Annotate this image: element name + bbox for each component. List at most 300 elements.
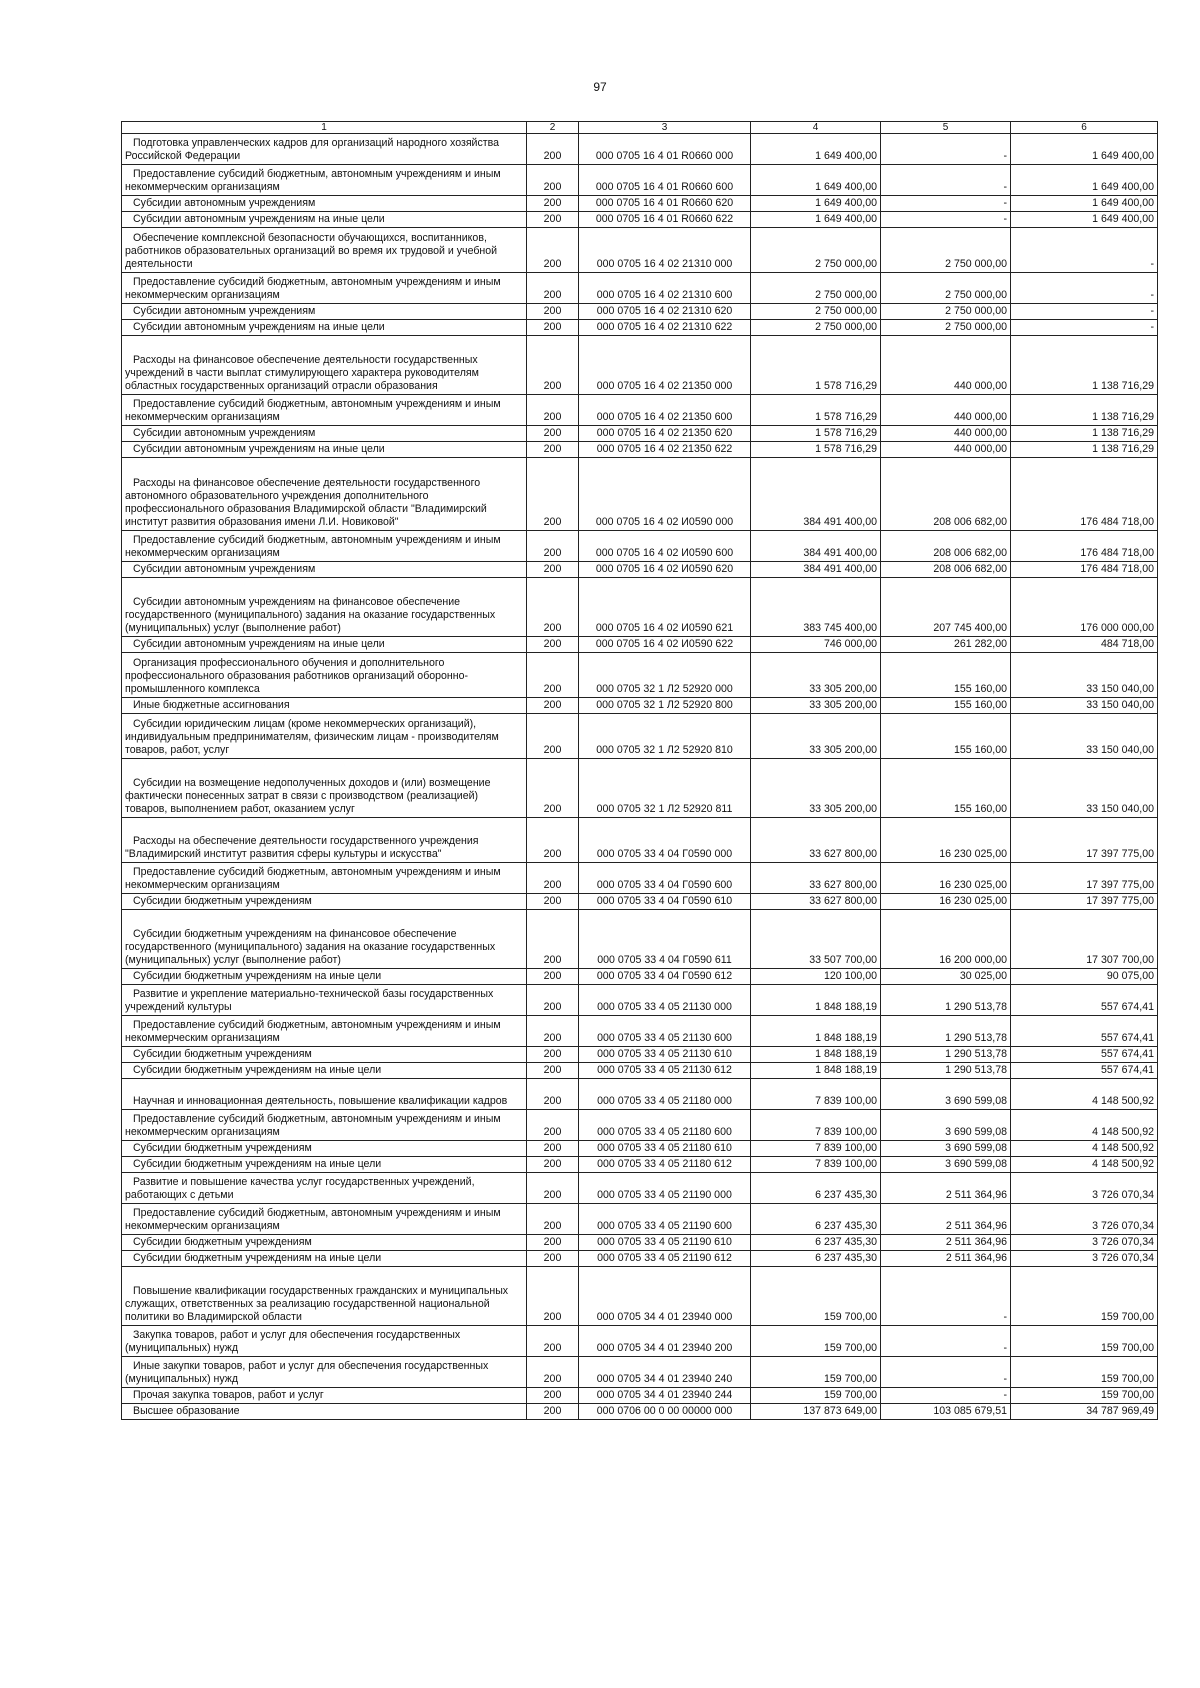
table-row (122, 458, 1158, 531)
table-row (122, 910, 1158, 969)
row-name (122, 818, 527, 863)
admin-code: 200 (527, 894, 579, 910)
amount-executed: 2 750 000,00 (881, 228, 1011, 273)
amount-approved: 159 700,00 (751, 1326, 881, 1357)
amount-remaining: 1 649 400,00 (1011, 134, 1158, 165)
admin-code: 200 (527, 442, 579, 458)
row-name (122, 653, 527, 698)
budget-code: 000 0705 33 4 04 Г0590 000 (579, 818, 751, 863)
amount-approved: 33 627 800,00 (751, 818, 881, 863)
admin-code: 200 (527, 969, 579, 985)
amount-approved: 159 700,00 (751, 1267, 881, 1326)
row-name (122, 1173, 527, 1204)
admin-code: 200 (527, 426, 579, 442)
admin-code: 200 (527, 134, 579, 165)
row-name-text: Субсидии автономным учреждениям на иные цели (133, 638, 385, 650)
budget-code: 000 0705 16 4 02 И0590 622 (579, 637, 751, 653)
row-name-text: Предоставление субсидий бюджетным, автономным учреждениям и иным некоммерческим организациям (125, 866, 501, 891)
budget-code: 000 0705 33 4 05 21180 612 (579, 1157, 751, 1173)
table-row (122, 320, 1158, 336)
row-name (122, 863, 527, 894)
row-name-text: Обеспечение комплексной безопасности обучающихся, воспитанников, работников образовательных организаций во время их трудовой и учебной деятельности (125, 232, 498, 270)
amount-approved: 33 507 700,00 (751, 910, 881, 969)
admin-code: 200 (527, 653, 579, 698)
table-row (122, 1235, 1158, 1251)
table-row (122, 562, 1158, 578)
amount-executed: 1 290 513,78 (881, 985, 1011, 1016)
amount-remaining: - (1011, 304, 1158, 320)
row-name (122, 985, 527, 1016)
row-name-text: Субсидии бюджетным учреждениям на иные цели (133, 1158, 382, 1170)
amount-approved: 1 578 716,29 (751, 442, 881, 458)
amount-approved: 137 873 649,00 (751, 1404, 881, 1420)
amount-executed: 103 085 679,51 (881, 1404, 1011, 1420)
amount-remaining: - (1011, 228, 1158, 273)
budget-code: 000 0705 16 4 02 21350 622 (579, 442, 751, 458)
amount-executed: 155 160,00 (881, 714, 1011, 759)
amount-executed: 2 750 000,00 (881, 304, 1011, 320)
table-row (122, 442, 1158, 458)
row-name (122, 458, 527, 531)
amount-approved: 1 578 716,29 (751, 395, 881, 426)
amount-remaining: 33 150 040,00 (1011, 698, 1158, 714)
amount-approved: 33 627 800,00 (751, 894, 881, 910)
admin-code: 200 (527, 985, 579, 1016)
row-name-text: Субсидии автономным учреждениям (133, 427, 316, 439)
row-name-text: Иные закупки товаров, работ и услуг для обеспечения государственных (муниципальных) нужд (125, 1360, 489, 1385)
budget-code: 000 0705 34 4 01 23940 000 (579, 1267, 751, 1326)
amount-approved: 159 700,00 (751, 1388, 881, 1404)
amount-approved: 1 578 716,29 (751, 426, 881, 442)
amount-approved: 7 839 100,00 (751, 1110, 881, 1141)
budget-code: 000 0705 16 4 02 И0590 621 (579, 578, 751, 637)
column-header: 6 (1011, 122, 1158, 134)
row-name-text: Предоставление субсидий бюджетным, автономным учреждениям и иным некоммерческим организациям (125, 398, 501, 423)
amount-approved: 2 750 000,00 (751, 304, 881, 320)
admin-code: 200 (527, 714, 579, 759)
row-name (122, 1235, 527, 1251)
amount-remaining: 1 138 716,29 (1011, 395, 1158, 426)
row-name (122, 910, 527, 969)
admin-code: 200 (527, 1079, 579, 1110)
admin-code: 200 (527, 1110, 579, 1141)
budget-code: 000 0705 16 4 02 И0590 620 (579, 562, 751, 578)
admin-code: 200 (527, 1357, 579, 1388)
table-row (122, 1267, 1158, 1326)
budget-code: 000 0705 16 4 02 21350 000 (579, 336, 751, 395)
amount-remaining: 4 148 500,92 (1011, 1157, 1158, 1173)
row-name (122, 1251, 527, 1267)
budget-code: 000 0705 33 4 05 21180 600 (579, 1110, 751, 1141)
budget-code: 000 0705 33 4 05 21130 600 (579, 1016, 751, 1047)
row-name (122, 1157, 527, 1173)
row-name (122, 894, 527, 910)
table-row (122, 228, 1158, 273)
amount-executed: 440 000,00 (881, 426, 1011, 442)
amount-approved: 7 839 100,00 (751, 1079, 881, 1110)
amount-remaining: - (1011, 273, 1158, 304)
table-row (122, 395, 1158, 426)
table-row (122, 1079, 1158, 1110)
admin-code: 200 (527, 273, 579, 304)
row-name-text: Субсидии автономным учреждениям на иные цели (133, 443, 385, 455)
admin-code: 200 (527, 863, 579, 894)
amount-approved: 1 848 188,19 (751, 1016, 881, 1047)
amount-executed: - (881, 1326, 1011, 1357)
budget-code: 000 0705 33 4 04 Г0590 611 (579, 910, 751, 969)
row-name (122, 1204, 527, 1235)
amount-remaining: 176 484 718,00 (1011, 531, 1158, 562)
table-row (122, 1157, 1158, 1173)
admin-code: 200 (527, 562, 579, 578)
admin-code: 200 (527, 212, 579, 228)
amount-approved: 6 237 435,30 (751, 1204, 881, 1235)
admin-code: 200 (527, 1141, 579, 1157)
amount-executed: - (881, 1267, 1011, 1326)
budget-code: 000 0705 32 1 Л2 52920 000 (579, 653, 751, 698)
amount-approved: 384 491 400,00 (751, 531, 881, 562)
amount-approved: 2 750 000,00 (751, 228, 881, 273)
row-name (122, 273, 527, 304)
row-name (122, 1404, 527, 1420)
amount-remaining: 3 726 070,34 (1011, 1251, 1158, 1267)
admin-code: 200 (527, 1251, 579, 1267)
amount-approved: 33 305 200,00 (751, 653, 881, 698)
amount-approved: 384 491 400,00 (751, 458, 881, 531)
admin-code: 200 (527, 304, 579, 320)
amount-remaining: 33 150 040,00 (1011, 714, 1158, 759)
amount-executed: 1 290 513,78 (881, 1063, 1011, 1079)
admin-code: 200 (527, 1173, 579, 1204)
row-name-text: Субсидии бюджетным учреждениям на иные цели (133, 970, 382, 982)
admin-code: 200 (527, 1267, 579, 1326)
row-name-text: Предоставление субсидий бюджетным, автономным учреждениям и иным некоммерческим организациям (125, 1019, 501, 1044)
amount-approved: 159 700,00 (751, 1357, 881, 1388)
row-name (122, 1079, 527, 1110)
row-name (122, 578, 527, 637)
amount-approved: 1 649 400,00 (751, 212, 881, 228)
row-name-text: Расходы на обеспечение деятельности государственного учреждения "Владимирский институт развития сферы культуры и искусства" (125, 835, 479, 860)
admin-code: 200 (527, 1063, 579, 1079)
admin-code: 200 (527, 1204, 579, 1235)
admin-code: 200 (527, 637, 579, 653)
amount-remaining: 17 397 775,00 (1011, 863, 1158, 894)
table-row (122, 1063, 1158, 1079)
amount-approved: 1 578 716,29 (751, 336, 881, 395)
amount-remaining: 1 649 400,00 (1011, 212, 1158, 228)
row-name (122, 196, 527, 212)
column-header: 1 (122, 122, 527, 134)
row-name (122, 304, 527, 320)
budget-code: 000 0705 16 4 02 21350 600 (579, 395, 751, 426)
admin-code: 200 (527, 196, 579, 212)
admin-code: 200 (527, 1157, 579, 1173)
budget-code: 000 0705 16 4 02 21350 620 (579, 426, 751, 442)
amount-executed: 2 511 364,96 (881, 1235, 1011, 1251)
admin-code: 200 (527, 818, 579, 863)
budget-code: 000 0705 33 4 05 21180 610 (579, 1141, 751, 1157)
amount-remaining: 3 726 070,34 (1011, 1173, 1158, 1204)
row-name (122, 637, 527, 653)
row-name-text: Предоставление субсидий бюджетным, автономным учреждениям и иным некоммерческим организациям (125, 168, 501, 193)
amount-executed: 2 750 000,00 (881, 273, 1011, 304)
admin-code: 200 (527, 395, 579, 426)
column-header: 2 (527, 122, 579, 134)
budget-code: 000 0705 16 4 01 R0660 622 (579, 212, 751, 228)
amount-remaining: 17 307 700,00 (1011, 910, 1158, 969)
amount-approved: 2 750 000,00 (751, 320, 881, 336)
amount-remaining: 176 000 000,00 (1011, 578, 1158, 637)
budget-code: 000 0705 33 4 05 21190 612 (579, 1251, 751, 1267)
budget-code: 000 0705 33 4 04 Г0590 610 (579, 894, 751, 910)
budget-code: 000 0705 32 1 Л2 52920 810 (579, 714, 751, 759)
amount-executed: 208 006 682,00 (881, 531, 1011, 562)
admin-code: 200 (527, 759, 579, 818)
table-row (122, 1173, 1158, 1204)
column-header: 4 (751, 122, 881, 134)
amount-executed: 440 000,00 (881, 395, 1011, 426)
table-row (122, 894, 1158, 910)
row-name-text: Предоставление субсидий бюджетным, автономным учреждениям и иным некоммерческим организациям (125, 1207, 501, 1232)
row-name (122, 714, 527, 759)
amount-approved: 384 491 400,00 (751, 562, 881, 578)
row-name-text: Прочая закупка товаров, работ и услуг (133, 1389, 324, 1401)
row-name-text: Субсидии автономным учреждениям (133, 305, 316, 317)
row-name (122, 228, 527, 273)
table-row (122, 1141, 1158, 1157)
column-header: 3 (579, 122, 751, 134)
amount-remaining: 33 150 040,00 (1011, 653, 1158, 698)
amount-remaining: 557 674,41 (1011, 1063, 1158, 1079)
row-name (122, 134, 527, 165)
row-name (122, 1267, 527, 1326)
amount-remaining: 557 674,41 (1011, 1016, 1158, 1047)
table-row (122, 1251, 1158, 1267)
row-name-text: Субсидии бюджетным учреждениям (133, 1142, 312, 1154)
amount-remaining: 1 138 716,29 (1011, 426, 1158, 442)
amount-remaining: 159 700,00 (1011, 1388, 1158, 1404)
budget-code: 000 0705 16 4 02 21310 000 (579, 228, 751, 273)
row-name (122, 1110, 527, 1141)
table-row (122, 1357, 1158, 1388)
row-name (122, 320, 527, 336)
row-name-text: Подготовка управленческих кадров для организаций народного хозяйства Российской Федерации (125, 137, 500, 162)
table-row (122, 1388, 1158, 1404)
amount-executed: 3 690 599,08 (881, 1079, 1011, 1110)
budget-code: 000 0706 00 0 00 00000 000 (579, 1404, 751, 1420)
page-number: 97 (593, 80, 607, 94)
amount-approved: 120 100,00 (751, 969, 881, 985)
amount-approved: 746 000,00 (751, 637, 881, 653)
row-name (122, 212, 527, 228)
amount-executed: 16 230 025,00 (881, 818, 1011, 863)
amount-executed: 261 282,00 (881, 637, 1011, 653)
table-row (122, 1047, 1158, 1063)
row-name (122, 426, 527, 442)
budget-code: 000 0705 16 4 01 R0660 000 (579, 134, 751, 165)
row-name-text: Высшее образование (133, 1405, 240, 1417)
row-name-text: Субсидии автономным учреждениям на иные цели (133, 213, 385, 225)
amount-approved: 1 649 400,00 (751, 196, 881, 212)
row-name-text: Научная и инновационная деятельность, повышение квалификации кадров (133, 1095, 508, 1107)
row-name (122, 165, 527, 196)
amount-executed: 1 290 513,78 (881, 1047, 1011, 1063)
amount-approved: 1 848 188,19 (751, 985, 881, 1016)
row-name (122, 442, 527, 458)
budget-code: 000 0705 16 4 02 21310 600 (579, 273, 751, 304)
budget-table (121, 121, 1158, 1420)
amount-executed: - (881, 165, 1011, 196)
table-row (122, 336, 1158, 395)
row-name-text: Субсидии бюджетным учреждениям (133, 895, 312, 907)
admin-code: 200 (527, 578, 579, 637)
table-row (122, 578, 1158, 637)
amount-executed: 2 511 364,96 (881, 1204, 1011, 1235)
amount-remaining: 484 718,00 (1011, 637, 1158, 653)
table-row (122, 1204, 1158, 1235)
amount-approved: 1 649 400,00 (751, 165, 881, 196)
budget-code: 000 0705 33 4 05 21130 000 (579, 985, 751, 1016)
table-row (122, 134, 1158, 165)
table-row (122, 637, 1158, 653)
admin-code: 200 (527, 698, 579, 714)
budget-code: 000 0705 34 4 01 23940 240 (579, 1357, 751, 1388)
amount-executed: 30 025,00 (881, 969, 1011, 985)
amount-remaining: 1 649 400,00 (1011, 165, 1158, 196)
admin-code: 200 (527, 1404, 579, 1420)
row-name (122, 1326, 527, 1357)
table-row (122, 426, 1158, 442)
admin-code: 200 (527, 1388, 579, 1404)
admin-code: 200 (527, 1326, 579, 1357)
amount-executed: 155 160,00 (881, 653, 1011, 698)
amount-executed: 2 750 000,00 (881, 320, 1011, 336)
amount-executed: 3 690 599,08 (881, 1110, 1011, 1141)
amount-approved: 33 305 200,00 (751, 759, 881, 818)
row-name-text: Субсидии бюджетным учреждениям на иные цели (133, 1252, 382, 1264)
row-name (122, 562, 527, 578)
amount-approved: 6 237 435,30 (751, 1173, 881, 1204)
amount-remaining: 1 138 716,29 (1011, 336, 1158, 395)
budget-code: 000 0705 33 4 05 21130 612 (579, 1063, 751, 1079)
row-name (122, 1357, 527, 1388)
amount-executed: 208 006 682,00 (881, 562, 1011, 578)
budget-code: 000 0705 32 1 Л2 52920 811 (579, 759, 751, 818)
row-name (122, 698, 527, 714)
admin-code: 200 (527, 320, 579, 336)
column-header: 5 (881, 122, 1011, 134)
amount-approved: 2 750 000,00 (751, 273, 881, 304)
row-name-text: Субсидии автономным учреждениям на иные цели (133, 321, 385, 333)
table-row (122, 698, 1158, 714)
amount-remaining: 17 397 775,00 (1011, 818, 1158, 863)
amount-approved: 7 839 100,00 (751, 1157, 881, 1173)
row-name-text: Субсидии автономным учреждениям на финансовое обеспечение государственного (муниципального) задания на оказание государственных (муниципальных) услуг (выполнение работ) (125, 596, 496, 634)
table-row (122, 165, 1158, 196)
row-name (122, 395, 527, 426)
amount-remaining: 159 700,00 (1011, 1357, 1158, 1388)
amount-executed: 2 511 364,96 (881, 1173, 1011, 1204)
amount-executed: 3 690 599,08 (881, 1141, 1011, 1157)
row-name-text: Субсидии автономным учреждениям (133, 197, 316, 209)
table-row (122, 1404, 1158, 1420)
row-name (122, 969, 527, 985)
amount-remaining: 557 674,41 (1011, 1047, 1158, 1063)
row-name (122, 1047, 527, 1063)
amount-executed: 16 230 025,00 (881, 894, 1011, 910)
budget-code: 000 0705 33 4 05 21190 610 (579, 1235, 751, 1251)
amount-remaining: 3 726 070,34 (1011, 1204, 1158, 1235)
budget-code: 000 0705 33 4 05 21190 600 (579, 1204, 751, 1235)
amount-executed: 440 000,00 (881, 336, 1011, 395)
amount-remaining: 3 726 070,34 (1011, 1235, 1158, 1251)
admin-code: 200 (527, 228, 579, 273)
column-number-row (122, 122, 1158, 134)
row-name-text: Развитие и повышение качества услуг государственных учреждений, работающих с детьми (125, 1176, 475, 1201)
amount-approved: 6 237 435,30 (751, 1251, 881, 1267)
budget-code: 000 0705 33 4 05 21130 610 (579, 1047, 751, 1063)
amount-remaining: 4 148 500,92 (1011, 1141, 1158, 1157)
table-row (122, 1110, 1158, 1141)
row-name-text: Субсидии бюджетным учреждениям на финансовое обеспечение государственного (муниципального) задания на оказание государственных (муниципальных) услуг (выполнение работ) (125, 928, 496, 966)
amount-remaining: 176 484 718,00 (1011, 562, 1158, 578)
table-row (122, 818, 1158, 863)
row-name (122, 1016, 527, 1047)
budget-code: 000 0705 32 1 Л2 52920 800 (579, 698, 751, 714)
budget-code: 000 0705 33 4 05 21190 000 (579, 1173, 751, 1204)
amount-executed: 16 230 025,00 (881, 863, 1011, 894)
amount-remaining: 4 148 500,92 (1011, 1110, 1158, 1141)
amount-remaining: 1 649 400,00 (1011, 196, 1158, 212)
table-row (122, 863, 1158, 894)
amount-executed: 2 511 364,96 (881, 1251, 1011, 1267)
amount-remaining: 176 484 718,00 (1011, 458, 1158, 531)
row-name (122, 1063, 527, 1079)
table-row (122, 969, 1158, 985)
budget-code: 000 0705 33 4 04 Г0590 600 (579, 863, 751, 894)
row-name-text: Предоставление субсидий бюджетным, автономным учреждениям и иным некоммерческим организациям (125, 1113, 501, 1138)
amount-executed: 207 745 400,00 (881, 578, 1011, 637)
row-name-text: Закупка товаров, работ и услуг для обеспечения государственных (муниципальных) нужд (125, 1329, 461, 1354)
budget-code: 000 0705 16 4 01 R0660 620 (579, 196, 751, 212)
amount-executed: - (881, 134, 1011, 165)
row-name-text: Субсидии бюджетным учреждениям (133, 1236, 312, 1248)
amount-executed: - (881, 1388, 1011, 1404)
amount-executed: - (881, 212, 1011, 228)
amount-executed: 155 160,00 (881, 698, 1011, 714)
budget-code: 000 0705 33 4 04 Г0590 612 (579, 969, 751, 985)
row-name-text: Предоставление субсидий бюджетным, автономным учреждениям и иным некоммерческим организациям (125, 534, 501, 559)
amount-approved: 33 305 200,00 (751, 714, 881, 759)
amount-remaining: 90 075,00 (1011, 969, 1158, 985)
amount-executed: 155 160,00 (881, 759, 1011, 818)
amount-approved: 33 305 200,00 (751, 698, 881, 714)
amount-approved: 33 627 800,00 (751, 863, 881, 894)
budget-code: 000 0705 34 4 01 23940 200 (579, 1326, 751, 1357)
admin-code: 200 (527, 1235, 579, 1251)
budget-code: 000 0705 16 4 02 21310 620 (579, 304, 751, 320)
admin-code: 200 (527, 165, 579, 196)
budget-code: 000 0705 33 4 05 21180 000 (579, 1079, 751, 1110)
admin-code: 200 (527, 1016, 579, 1047)
amount-approved: 1 848 188,19 (751, 1063, 881, 1079)
row-name-text: Организация профессионального обучения и дополнительного профессионального образования работников организаций оборонно-промышленного комплекса (125, 657, 469, 695)
row-name-text: Повышение квалификации государственных гражданских и муниципальных служащих, ответственных за реализацию государственной национальной политики во Владимирской области (125, 1285, 509, 1323)
table-row (122, 304, 1158, 320)
table-row (122, 273, 1158, 304)
budget-code: 000 0705 34 4 01 23940 244 (579, 1388, 751, 1404)
admin-code: 200 (527, 1047, 579, 1063)
